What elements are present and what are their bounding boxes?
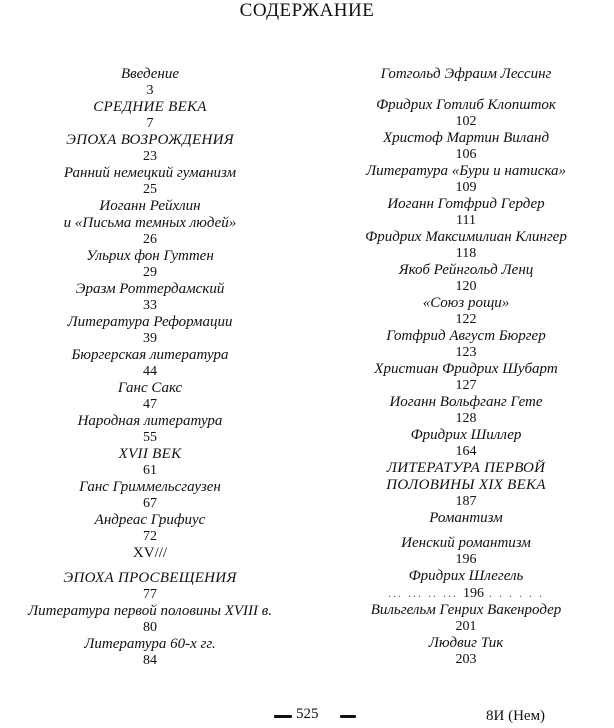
entry-title: Ранний немецкий гуманизм	[63, 165, 237, 181]
toc-entry	[0, 479, 300, 512]
entry-page-number: 120	[455, 279, 477, 294]
entry-page-number: 123	[455, 345, 477, 360]
entry-page-number: 196	[455, 552, 477, 567]
toc-entry	[318, 229, 614, 262]
entry-page-number: 164	[455, 444, 477, 459]
page-footer	[0, 706, 614, 726]
entry-title: Иоганн Рейхлин	[99, 198, 201, 214]
entry-page-number: 187	[455, 494, 477, 509]
entry-page-number: 23	[143, 149, 157, 164]
entry-page-number: 84	[143, 653, 157, 668]
toc-right-column	[318, 66, 614, 668]
toc-entry	[318, 97, 614, 130]
toc-entry	[0, 603, 300, 636]
entry-page-number: 109	[455, 180, 477, 195]
toc-entry	[318, 460, 614, 510]
entry-title: Якоб Рейнгольд Ленц	[398, 262, 534, 278]
toc-entry	[318, 361, 614, 394]
toc-entry	[318, 602, 614, 635]
toc-entry	[0, 281, 300, 314]
toc-entry	[318, 163, 614, 196]
entry-title: Фридрих Готлиб Клопшток	[376, 97, 556, 113]
toc-entry	[0, 99, 300, 132]
entry-page-number: 77	[143, 587, 157, 602]
page-value: 196	[463, 586, 484, 601]
entry-title: Литература Реформации	[67, 314, 233, 330]
toc-entry	[318, 328, 614, 361]
entry-title: Романтизм	[429, 510, 503, 526]
entry-title: Фридрих Шлегель	[408, 568, 524, 584]
toc-entry	[0, 248, 300, 281]
entry-page-number: 203	[455, 652, 477, 667]
entry-title: Христоф Мартин Виланд	[382, 130, 550, 146]
toc-entry	[318, 262, 614, 295]
toc-entry	[318, 510, 614, 527]
printer-signature: 8И (Нем)	[486, 708, 546, 724]
toc-entry	[0, 66, 300, 99]
toc-entry	[318, 394, 614, 427]
entry-title: Фридрих Максимилиан Клингер	[365, 229, 567, 245]
footer-dash-right	[340, 715, 356, 718]
toc-entry	[318, 635, 614, 668]
page-title: СОДЕРЖАНИЕ	[239, 0, 375, 21]
entry-page-number: 55	[143, 430, 157, 445]
entry-title: Литература первой половины XVIII в.	[27, 603, 273, 619]
entry-title: Ганс Сакс	[117, 380, 183, 396]
entry-page-number: 67	[143, 496, 157, 511]
toc-entry	[318, 568, 614, 602]
toc-entry	[0, 545, 300, 562]
toc-entry	[0, 165, 300, 198]
entry-title: Андреас Грифиус	[94, 512, 206, 528]
entry-title: Иоганн Вольфганг Гете	[389, 394, 543, 410]
entry-page-number: 33	[143, 298, 157, 313]
toc-entry	[0, 380, 300, 413]
entry-title: Иоганн Готфрид Гердер	[387, 196, 545, 212]
entry-page-number: 44	[143, 364, 157, 379]
entry-page-number: 26	[143, 232, 157, 247]
entry-title: Литература «Бури и натиска»	[365, 163, 567, 179]
entry-title: Вильгельм Генрих Вакенродер	[370, 602, 562, 618]
leader-dots: ... ... .. ...	[388, 586, 463, 600]
entry-title: Христиан Фридрих Шубарт	[374, 361, 558, 377]
entry-title: ЭПОХА ВОЗРОЖДЕНИЯ	[66, 132, 234, 148]
toc-entry	[318, 196, 614, 229]
entry-page-number: 3	[146, 83, 154, 98]
entry-page-number: 122	[455, 312, 477, 327]
entry-page-number: 128	[455, 411, 477, 426]
entry-title: Людвиг Тик	[428, 635, 504, 651]
entry-page-number: 111	[456, 213, 476, 228]
entry-page-number: 7	[146, 116, 154, 131]
footer-dash-left	[274, 715, 292, 718]
entry-title: Бюргерская литература	[71, 347, 229, 363]
leader-dots: . . . . . .	[484, 586, 544, 600]
toc-entry	[0, 314, 300, 347]
entry-page-number	[318, 585, 614, 602]
entry-title: Иенский романтизм	[401, 535, 531, 551]
entry-title: Готгольд Эфраим Лессинг	[380, 66, 552, 82]
entry-title-continued: ПОЛОВИНЫ XIX ВЕКА	[386, 477, 546, 493]
entry-title: Готфрид Август Бюргер	[386, 328, 546, 344]
entry-title: «Союз рощи»	[422, 295, 510, 311]
entry-title: СРЕДНИЕ ВЕКА	[93, 99, 207, 115]
toc-entry	[0, 198, 300, 248]
toc-entry	[318, 130, 614, 163]
toc-entry	[0, 347, 300, 380]
entry-page-number: 201	[455, 619, 477, 634]
entry-title: ЛИТЕРАТУРА ПЕРВОЙ	[386, 460, 546, 476]
entry-page-number: 106	[455, 147, 477, 162]
toc-entry	[0, 132, 300, 165]
toc-entry	[318, 427, 614, 460]
toc-entry	[0, 570, 300, 603]
entry-title: Эразм Роттердамский	[75, 281, 225, 297]
spacer	[318, 83, 614, 97]
entry-page-number: 61	[143, 463, 157, 478]
entry-title: XVII ВЕК	[118, 446, 182, 462]
entry-title: ЭПОХА ПРОСВЕЩЕНИЯ	[63, 570, 237, 586]
entry-page-number: 25	[143, 182, 157, 197]
spacer	[318, 527, 614, 535]
entry-page-number: 80	[143, 620, 157, 635]
entry-title-continued: и «Письма темных людей»	[63, 215, 237, 231]
entry-page-number: 102	[455, 114, 477, 129]
toc-entry	[318, 295, 614, 328]
spacer	[0, 562, 300, 570]
entry-page-number: 72	[143, 529, 157, 544]
toc-entry	[0, 446, 300, 479]
toc-entry	[0, 413, 300, 446]
entry-page-number: 39	[143, 331, 157, 346]
entry-title: Ульрих фон Гуттен	[86, 248, 214, 264]
entry-title: Литература 60-х гг.	[84, 636, 216, 652]
page-number: 525	[296, 706, 319, 722]
entry-title: Ганс Гриммельсгаузен	[79, 479, 221, 495]
entry-title: Народная литература	[77, 413, 223, 429]
toc-left-column	[0, 66, 300, 669]
entry-title: Введение	[121, 66, 179, 82]
entry-page-number: 118	[455, 246, 477, 261]
entry-title: Фридрих Шиллер	[410, 427, 522, 443]
entry-page-number: 29	[143, 265, 157, 280]
toc-entry	[318, 66, 614, 83]
toc-entry	[0, 636, 300, 669]
entry-page-number: 47	[143, 397, 157, 412]
toc-entry	[318, 535, 614, 568]
entry-page-number: 127	[455, 378, 477, 393]
entry-title: XV///	[132, 545, 168, 561]
toc-entry	[0, 512, 300, 545]
